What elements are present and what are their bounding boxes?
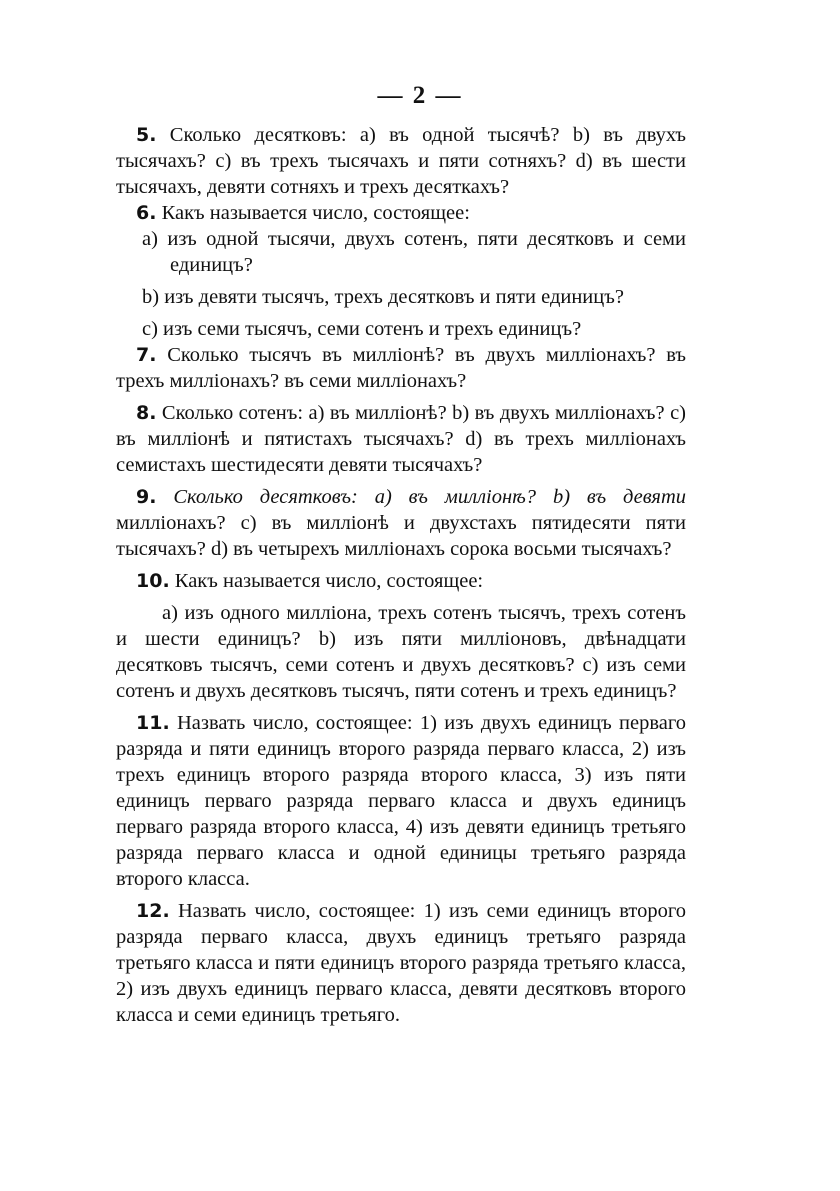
exercise-number: 5. <box>136 124 157 146</box>
exercise-text: Какъ называется число, состоящее: <box>174 570 484 592</box>
exercise-11 <box>116 710 686 892</box>
exercise-6 <box>116 200 686 226</box>
page-number: — 2 — <box>377 82 463 109</box>
exercise-text: Сколько тысячъ въ милліонѣ? въ двухъ милліонахъ? въ трехъ милліонахъ? въ семи милліонахъ? <box>116 344 686 392</box>
exercise-10-body: a) изъ одного милліона, трехъ сотенъ тысячъ, трехъ сотенъ и шести единицъ? b) изъ пяти милліоновъ, двѣнадцати десятковъ тысячъ, семи сотенъ и двухъ десятковъ? c) изъ семи сотенъ и двухъ десятковъ тысячъ, пяти сотенъ и трехъ единицъ? <box>116 602 686 702</box>
exercise-6-part-b: b) изъ девяти тысячъ, трехъ десятковъ и пяти единицъ? <box>142 286 624 308</box>
exercise-5 <box>116 122 686 200</box>
exercise-6-part-a: a) изъ одной тысячи, двухъ сотенъ, пяти десятковъ и семи единицъ? <box>142 228 686 276</box>
exercise-number: 11. <box>136 712 170 734</box>
exercise-number: 7. <box>136 344 157 366</box>
exercise-text: Назвать число, состоящее: 1) изъ двухъ единицъ перваго разряда и пяти единицъ второго разряда перваго класса, 2) изъ трехъ единицъ второго разряда второго класса, 3) изъ пяти единицъ перваго разряда перваго класса и двухъ единицъ перваго разряда второго класса, 4) изъ девяти единицъ третьяго разряда перваго класса и одной единицы третьяго разряда второго класса. <box>116 712 686 890</box>
exercise-12 <box>116 898 686 1028</box>
exercise-9 <box>116 484 686 562</box>
page-content <box>116 122 686 1028</box>
exercise-8 <box>116 400 686 478</box>
exercise-7 <box>116 342 686 394</box>
exercise-number: 9. <box>136 486 157 508</box>
exercise-text: милліонахъ? c) въ милліонѣ и двухстахъ пятидесяти пяти тысячахъ? d) въ четырехъ милліонахъ сорока восьми тысячахъ? <box>116 512 686 560</box>
exercise-text: Сколько сотенъ: a) въ милліонѣ? b) въ двухъ милліонахъ? c) въ милліонѣ и пятистахъ тысячахъ? d) въ трехъ милліонахъ семистахъ шестидесяти девяти тысячахъ? <box>116 402 686 476</box>
exercise-6-part-c: c) изъ семи тысячъ, семи сотенъ и трехъ единицъ? <box>142 318 582 340</box>
exercise-number: 6. <box>136 202 157 224</box>
exercise-number: 10. <box>136 570 170 592</box>
exercise-number: 8. <box>136 402 157 424</box>
exercise-text-italic: Сколько десятковъ: a) въ милліонѣ? b) въ девяти <box>173 486 686 508</box>
exercise-10 <box>116 568 686 594</box>
exercise-text: Назвать число, состоящее: 1) изъ семи единицъ второго разряда перваго класса, двухъ единицъ третьяго разряда третьяго класса и пяти единицъ второго разряда третьяго класса, 2) изъ двухъ единицъ перваго класса, девяти десятковъ второго класса и семи единицъ третьяго. <box>116 900 687 1026</box>
exercise-text: Какъ называется число, состоящее: <box>161 202 470 224</box>
exercise-text: Сколько десятковъ: a) въ одной тысячѣ? b) въ двухъ тысячахъ? c) въ трехъ тысячахъ и пяти сотняхъ? d) въ шести тысячахъ, девяти сотняхъ и трехъ десяткахъ? <box>116 124 686 198</box>
exercise-number: 12. <box>136 900 170 922</box>
